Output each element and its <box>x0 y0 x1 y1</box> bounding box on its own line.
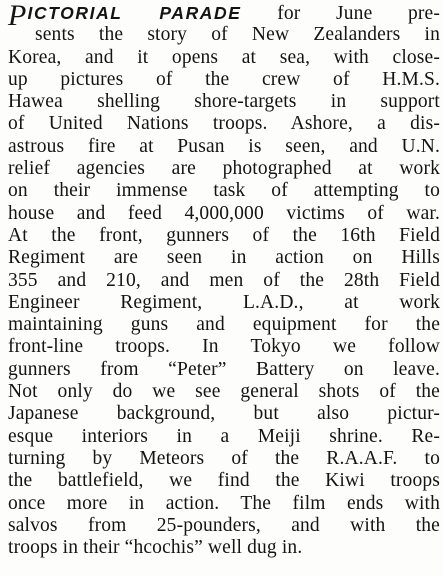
article-headword: ICTORIAL PARADE <box>27 3 242 23</box>
article-line: Hawea shelling shore-targets in support <box>8 91 440 113</box>
article-line: Regiment are seen in action on Hills <box>8 247 440 269</box>
article-line: Not only do we see general shots of the <box>8 381 440 403</box>
article-line: on their immense task of attempting to <box>8 180 440 202</box>
article-line: the battlefield, we find the Kiwi troops <box>8 470 440 492</box>
article-line-1-rest: for June pre- <box>277 3 440 24</box>
article-line: Engineer Regiment, L.A.D., at work <box>8 291 440 313</box>
article-line: once more in action. The film ends with <box>8 492 440 514</box>
article-line-1 <box>8 0 440 32</box>
article-line: salvos from 25-pounders, and with the <box>8 514 440 536</box>
drop-cap: P <box>8 0 27 32</box>
article-line: Korea, and it opens at sea, with close- <box>8 46 440 68</box>
article-body <box>8 2 440 559</box>
article-line: Japanese background, but also pictur- <box>8 403 440 425</box>
article-line: relief agencies are photographed at work <box>8 158 440 180</box>
article-line: turning by Meteors of the R.A.A.F. to <box>8 447 440 469</box>
article-line: gunners from “Peter” Battery on leave. <box>8 358 440 380</box>
article-line: At the front, gunners of the 16th Field <box>8 224 440 246</box>
article-line: astrous fire at Pusan is seen, and U.N. <box>8 135 440 157</box>
article-line: front-line troops. In Tokyo we follow <box>8 336 440 358</box>
article-line-last: troops in their “hcochis” well dug in. <box>8 537 303 559</box>
article-line: of United Nations troops. Ashore, a dis- <box>8 113 440 135</box>
article-line: sents the story of New Zealanders in <box>35 24 440 46</box>
article-line: house and feed 4,000,000 victims of war. <box>8 202 440 224</box>
article-line: maintaining guns and equipment for the <box>8 314 440 336</box>
article-line: esque interiors in a Meiji shrine. Re- <box>8 425 440 447</box>
article-line: up pictures of the crew of H.M.S. <box>8 68 440 90</box>
article-line: 355 and 210, and men of the 28th Field <box>8 269 440 291</box>
